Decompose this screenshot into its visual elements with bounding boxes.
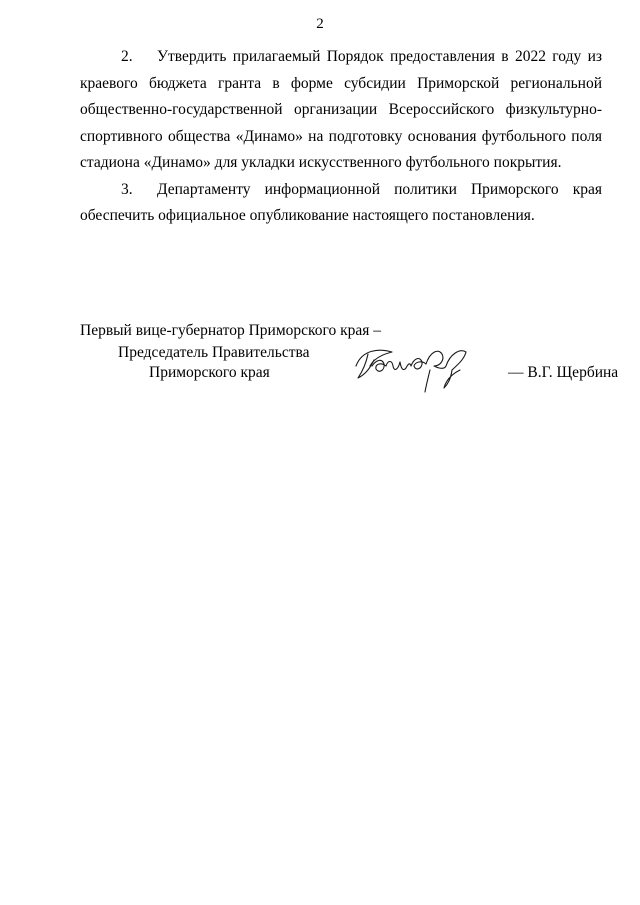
- signer-position-line-3: Приморского края: [149, 364, 270, 381]
- signer-position-line-2: Председатель Правительства: [118, 344, 310, 361]
- paragraph-text: Департаменту информационной политики Приморского края обеспечить официальное опубликование настоящего постановления.: [80, 180, 602, 224]
- document-body: [80, 44, 602, 230]
- paragraph-text: Утвердить прилагаемый Порядок предоставления в 2022 году из краевого бюджета гранта в форме субсидии Приморской региональной общественно-государственной организации Всероссийского физкультурно-спортивного общества «Динамо» на подготовку основания футбольного поля стадиона «Динамо» для укладки искусственного футбольного покрытия.: [80, 48, 602, 171]
- paragraph-item-2: [80, 44, 602, 177]
- signer-position-line-1: Первый вице-губернатор Приморского края –: [80, 322, 382, 339]
- paragraph-item-3: [80, 177, 602, 230]
- signature-block: [80, 322, 619, 392]
- page-number: 2: [316, 16, 324, 32]
- paragraph-number: 3.: [121, 180, 133, 198]
- signer-name: — В.Г. Щербина: [508, 364, 619, 381]
- handwritten-signature-icon: [348, 336, 508, 396]
- paragraph-number: 2.: [121, 48, 133, 65]
